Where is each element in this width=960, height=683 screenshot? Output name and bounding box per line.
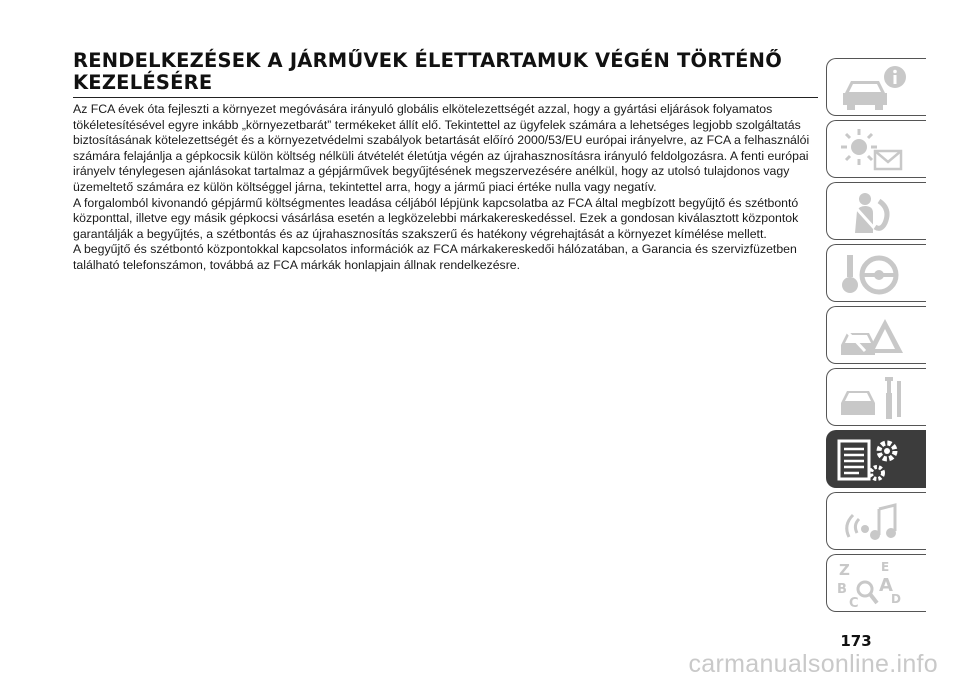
tab-emergency[interactable]: [826, 306, 926, 364]
body-text: [73, 102, 818, 274]
specifications-gears-icon: [835, 435, 907, 485]
dashboard-lights-icon: [835, 125, 907, 175]
tab-multimedia[interactable]: [826, 492, 926, 550]
tab-servicing-care[interactable]: [826, 368, 926, 426]
paragraph-1: Az FCA évek óta fejleszti a környezet megóvására irányuló globális elkötelezettségét azzal, hogy a gyártási eljárások folyamatos tökéletesítésével egyre inkább „környezetbarát” termékeket állít elő. Tekintettel az ügyfelek számára a lehetséges legjobb szolgáltatás biztosításának kötelezettségét és a környezetvédelmi szabályok betartását előíró 2000/53/EU európai irányelvre, az FCA a felhasználói számára felajánlja a gépkocsik külön költség nélküli átvételét életútja végén az újrahasznosításra irányuló feldolgozásra. A fenti európai irányelv ténylegesen ajánlásokat tartalmaz a gépjárművek begyűjtésének megszervezésére anélkül, hogy az utolsó tulajdonos vagy üzemeltető számára ez külön költséggel járna, tekintettel arra, hogy a jármű piaci értéke nulla vagy negatív.: [73, 102, 810, 194]
page-title-line2: KEZELÉSÉRE: [73, 71, 213, 94]
car-info-icon: [835, 63, 907, 113]
maintenance-icon: [835, 373, 907, 423]
tab-index[interactable]: [826, 554, 926, 612]
tab-technical-data[interactable]: [826, 430, 926, 488]
magnifier-icon: [858, 582, 872, 596]
index-letter-d: D: [891, 592, 901, 606]
tab-vehicle-info[interactable]: [826, 58, 926, 116]
paragraph-2: A forgalomból kivonandó gépjármű költségmentes leadása céljából lépjünk kapcsolatba az FCA által megbízott begyűjtő és szétbontó központtal, illetve egy másik gépkocsi vásárlása esetén a legközelebbi márkakereskedéssel. Ezek a gondosan kiválasztott központok garantálják a begyűjtés, a szétbontás és az újrahasznosítás szakszerű és hatékony végrehajtását a környezet kímélése mellett.: [73, 195, 799, 241]
main-content: [73, 50, 818, 274]
page-title-line1: RENDELKEZÉSEK A JÁRMŰVEK ÉLETTARTAMUK VÉGÉN TÖRTÉNŐ: [73, 49, 782, 72]
index-letter-z: Z: [839, 561, 850, 579]
page-number: 173: [840, 632, 872, 650]
watermark: carmanualsonline.info: [688, 650, 938, 678]
index-letter-c: C: [849, 596, 859, 609]
index-letter-e: E: [881, 560, 890, 574]
tab-dashboard[interactable]: [826, 120, 926, 178]
emergency-breakdown-icon: [835, 311, 907, 361]
paragraph-3: A begyűjtő és szétbontó központokkal kapcsolatos információk az FCA márkakereskedői hálózatában, a Garancia és szervizfüzetben található telefonszámon, továbbá az FCA márkák honlapjain állnak rendelkezésre.: [73, 242, 797, 272]
page-title: [73, 50, 818, 94]
multimedia-icon: [835, 497, 907, 547]
title-divider: [73, 97, 818, 98]
index-letter-a: A: [879, 575, 893, 596]
tab-starting-driving[interactable]: [826, 244, 926, 302]
tab-safety[interactable]: [826, 182, 926, 240]
key-steering-wheel-icon: [835, 249, 907, 299]
safety-seatbelt-icon: [835, 187, 907, 237]
index-letters-icon: [835, 559, 907, 609]
index-letter-b: B: [837, 582, 847, 597]
